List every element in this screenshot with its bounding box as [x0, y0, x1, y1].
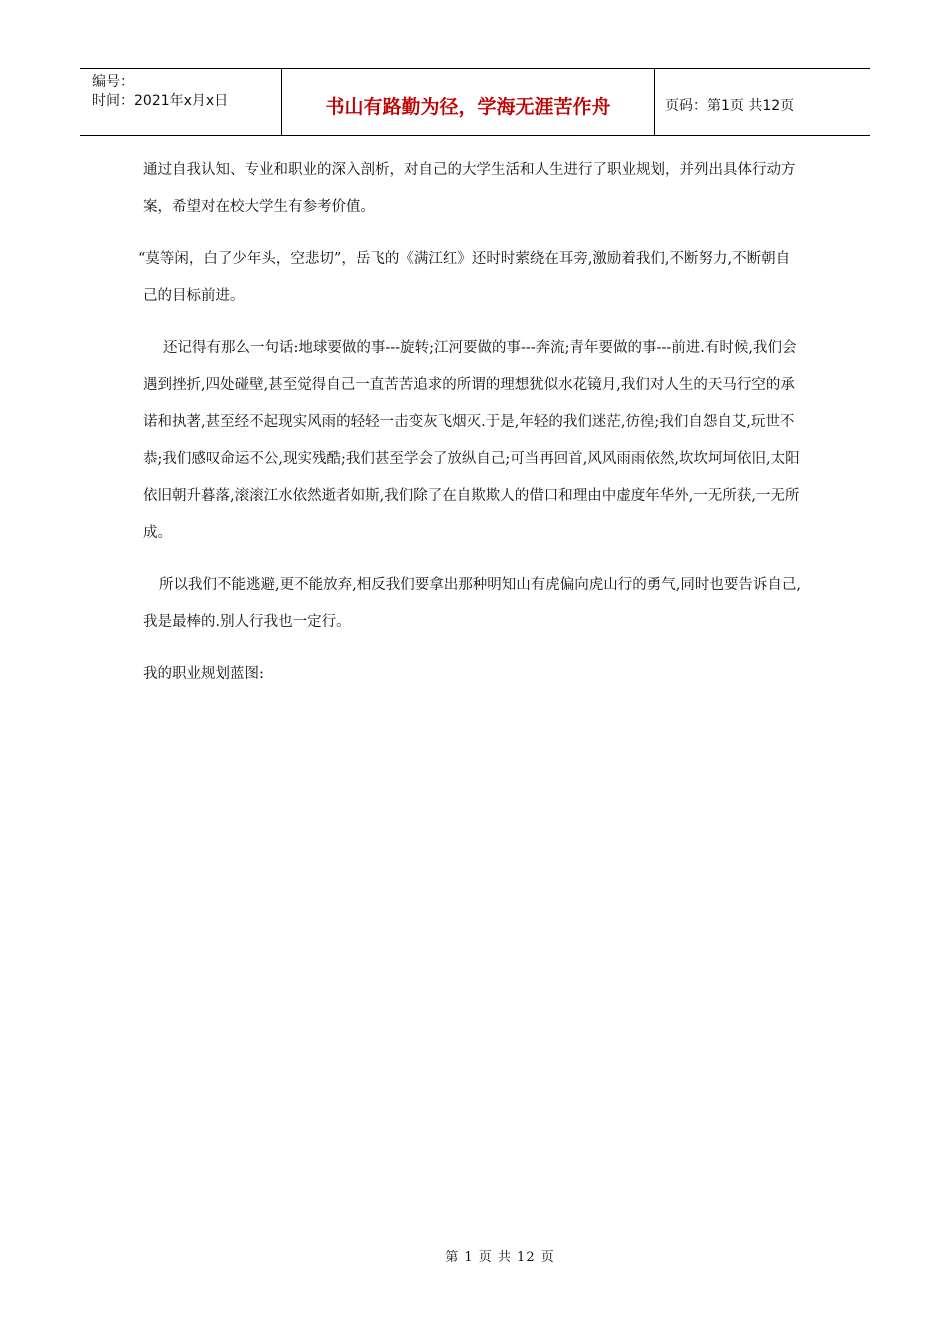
header-meta [80, 69, 282, 135]
paragraph-blueprint-heading: 我的职业规划蓝图: [143, 666, 264, 682]
paragraph-intro: 通过自我认知、专业和职业的深入剖析，对自己的大学生活和人生进行了职业规划，并列出具体行动方案，希望对在校大学生有参考价值。 [143, 162, 796, 215]
paragraph-quote: “莫等闲，白了少年头，空悲切”，岳飞的《满江红》还时时萦绕在耳旁,激励着我们,不断努力,不断朝自己的目标前进。 [138, 251, 791, 304]
document-body [138, 152, 803, 708]
paragraph-resolve: 所以我们不能逃避,更不能放弃,相反我们要拿出那种明知山有虎偏向虎山行的勇气,同时也要告诉自己,我是最棒的.别人行我也一定行。 [143, 577, 801, 630]
page-footer: 第 1 页 共 12 页 [445, 1250, 555, 1265]
document-header [80, 68, 870, 136]
header-motto: 书山有路勤为径，学海无涯苦作舟 [282, 69, 655, 135]
document-date-label: 时间：2021年x月x日 [92, 93, 229, 109]
document-number-label: 编号： [92, 74, 134, 90]
header-page-info: 页码：第1页 共12页 [665, 98, 795, 114]
paragraph-reflection: 还记得有那么一句话:地球要做的事---旋转;江河要做的事---奔流;青年要做的事---前进.有时候,我们会遇到挫折,四处碰壁,甚至觉得自己一直苦苦追求的所谓的理想犹似水花镜月,我们对人生的天马行空的承诺和执著,甚至经不起现实风雨的轻轻一击变灰飞烟灭.于是,年轻的我们迷茫,彷徨;我们自怨自艾,玩世不恭;我们感叹命运不公,现实残酷;我们甚至学会了放纵自己;可当再回首,风风雨雨依然,坎坎坷坷依旧,太阳依旧朝升暮落,滚滚江水依然逝者如斯,我们除了在自欺欺人的借口和理由中虚度年华外,一无所获,一无所成。 [143, 340, 800, 541]
